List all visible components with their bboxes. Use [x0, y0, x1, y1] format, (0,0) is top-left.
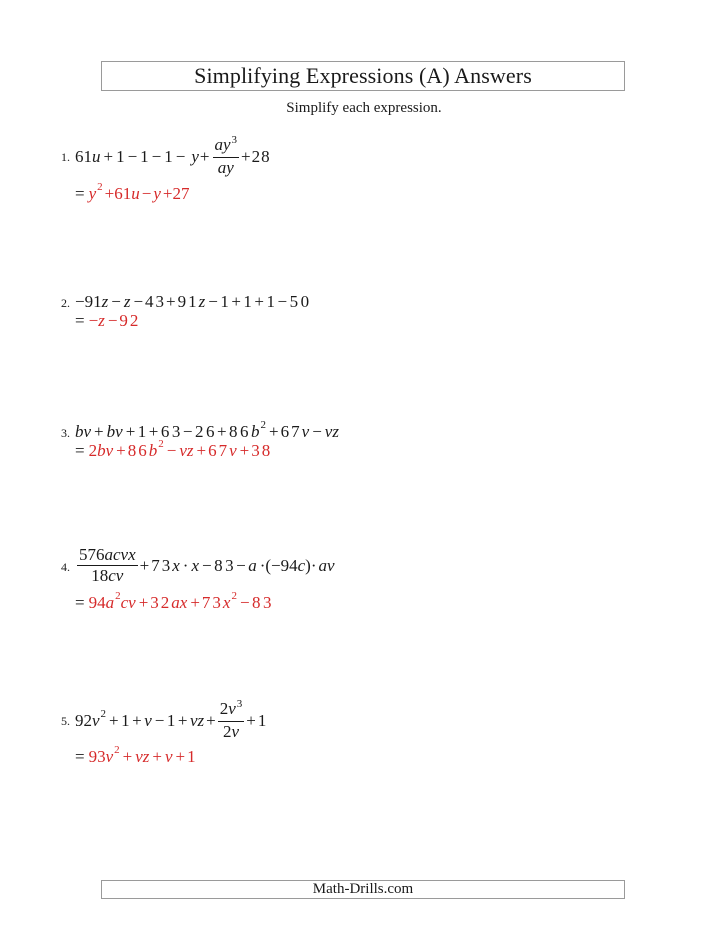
instructions [0, 100, 728, 117]
footer [101, 880, 625, 899]
answer: = y $^2$ +61 u − y +27 [75, 181, 190, 203]
problem-2-expression [61, 292, 312, 312]
fraction: $\frac{2v^3}{2v}$ [219, 698, 243, 741]
problem-5-expression [61, 700, 268, 741]
problem-2-answer [61, 311, 140, 331]
expression: −91 z − z −43+91 z −1+1+1−50 [75, 292, 312, 311]
expression: bv + bv +1+63−26+86 b $^2$ +67 v − vz [75, 419, 339, 441]
problem-number: 2. [61, 295, 70, 310]
worksheet-title [101, 61, 625, 91]
expression: 61 u +1−1−1− y + $\frac{ay^3}{ay}$ +28 [75, 134, 271, 177]
problem-3-answer [61, 438, 273, 461]
problem-3-expression [61, 419, 339, 442]
fraction: $\frac{ay^3}{ay}$ [214, 134, 238, 177]
title-text: Simplifying Expressions (A) Answers [194, 63, 532, 88]
problem-number: 3. [61, 425, 70, 440]
answer: = 2 bv +86 b $^2$ − vz +67 v +38 [75, 438, 273, 460]
problem-5-answer [61, 744, 198, 767]
fraction: $\frac{\text{576acvx}}{18cv}$ [79, 545, 136, 585]
problem-1-answer [61, 181, 190, 204]
problem-4-answer [61, 590, 275, 613]
answer: = 94 a $^2$ cv +32 ax +73 x $^2$ −83 [75, 590, 275, 612]
problem-number: 1. [61, 150, 70, 164]
expression: 92 v $^2$ +1+ v −1+ vz + $\frac{2v^3}{2v}$ +1 [75, 698, 269, 741]
instructions-text: Simplify each expression. [286, 100, 442, 116]
problem-number: 5. [61, 714, 70, 728]
problem-1-expression [61, 136, 271, 177]
problem-number: 4. [61, 560, 70, 574]
answer: = 93 v $^2$ + vz + v +1 [75, 744, 198, 766]
problem-4-expression [61, 546, 335, 585]
footer-text: Math-Drills.com [312, 881, 414, 897]
expression: $\frac{\text{576acvx}}{18cv}$ +73 x · x −83− a ·(−94 c )· av [79, 545, 335, 585]
answer: = − z −92 [75, 311, 141, 330]
